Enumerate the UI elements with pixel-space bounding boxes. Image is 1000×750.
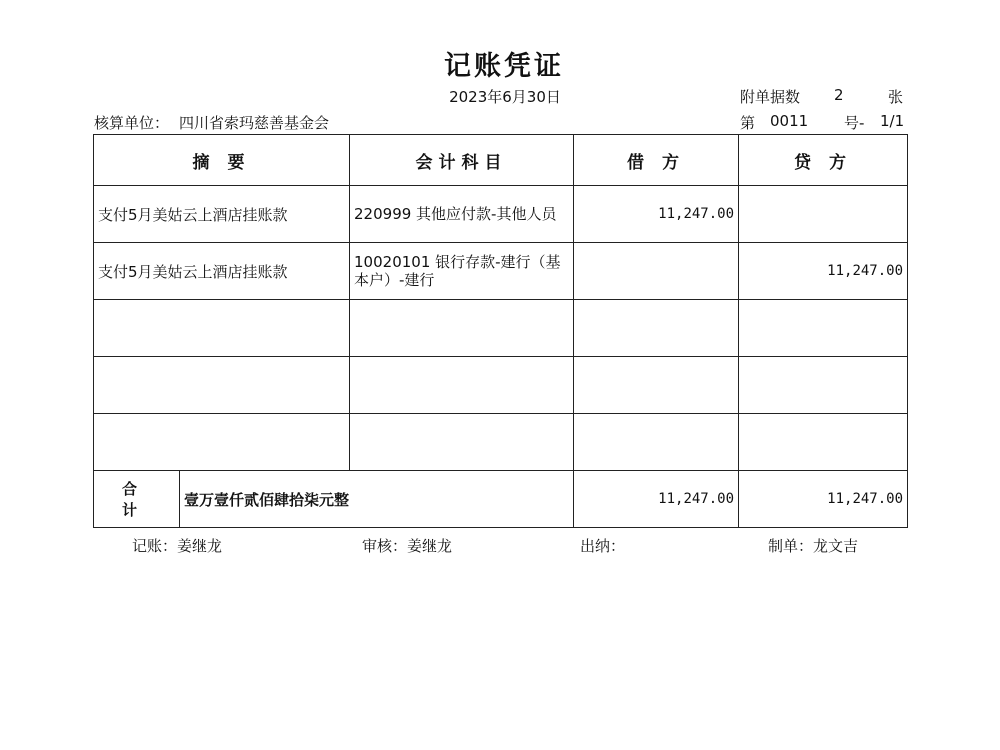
bookkeeper-signature [132, 535, 222, 556]
accounting-unit [94, 112, 329, 133]
bookkeeper-name: 姜继龙 [177, 537, 223, 555]
preparer-name: 龙文吉 [813, 537, 859, 555]
table-header-row [94, 135, 908, 186]
entry-debit [574, 300, 739, 357]
unit-label: 核算单位： [94, 114, 170, 132]
reviewer-signature [362, 535, 452, 556]
voucher-title: 记账凭证 [444, 51, 564, 82]
voucher-page: 1/1 [880, 112, 905, 130]
entry-account: 10020101 银行存款-建行（基本户）-建行 [350, 243, 574, 300]
total-amount-words: 壹万壹仟贰佰肆拾柒元整 [180, 471, 574, 528]
voucher-table [93, 134, 908, 528]
col-account-header: 会计科目 [350, 135, 574, 186]
entry-debit [574, 414, 739, 471]
entry-summary [94, 357, 350, 414]
col-credit-header: 贷 方 [739, 135, 908, 186]
voucher-suffix: 号- [844, 114, 865, 132]
col-debit-header: 借 方 [574, 135, 739, 186]
table-row [94, 414, 908, 471]
entry-credit [739, 414, 908, 471]
reviewer-label: 审核： [362, 537, 408, 555]
entry-account [350, 300, 574, 357]
total-label: 合 计 [94, 471, 180, 528]
entry-account [350, 357, 574, 414]
voucher-number: 0011 [770, 112, 809, 130]
entry-summary [94, 414, 350, 471]
preparer-signature [768, 535, 858, 556]
col-summary-header: 摘 要 [94, 135, 350, 186]
table-row [94, 186, 908, 243]
reviewer-name: 姜继龙 [407, 537, 453, 555]
entry-debit: 11,247.00 [574, 186, 739, 243]
bookkeeper-label: 记账： [132, 537, 178, 555]
total-row [94, 471, 908, 528]
voucher-prefix: 第 [740, 114, 756, 132]
entry-credit [739, 357, 908, 414]
unit-name: 四川省索玛慈善基金会 [179, 114, 330, 132]
total-credit: 11,247.00 [739, 471, 908, 528]
entry-debit [574, 243, 739, 300]
attachments-info [740, 86, 904, 107]
table-row [94, 243, 908, 300]
voucher-date: 2023年6月30日 [449, 88, 561, 106]
attachments-count: 2 [834, 86, 844, 104]
entry-account [350, 414, 574, 471]
entry-account: 220999 其他应付款-其他人员 [350, 186, 574, 243]
entry-summary [94, 300, 350, 357]
entry-credit: 11,247.00 [739, 243, 908, 300]
preparer-label: 制单： [768, 537, 814, 555]
table-row [94, 357, 908, 414]
table-row [94, 300, 908, 357]
cashier-label: 出纳： [580, 537, 626, 555]
entry-summary: 支付5月美姑云上酒店挂账款 [94, 186, 350, 243]
entry-summary: 支付5月美姑云上酒店挂账款 [94, 243, 350, 300]
attachments-unit: 张 [888, 88, 904, 106]
entry-debit [574, 357, 739, 414]
cashier-signature [580, 535, 625, 556]
attachments-label: 附单据数 [740, 88, 801, 106]
total-debit: 11,247.00 [574, 471, 739, 528]
entry-credit [739, 300, 908, 357]
entry-credit [739, 186, 908, 243]
